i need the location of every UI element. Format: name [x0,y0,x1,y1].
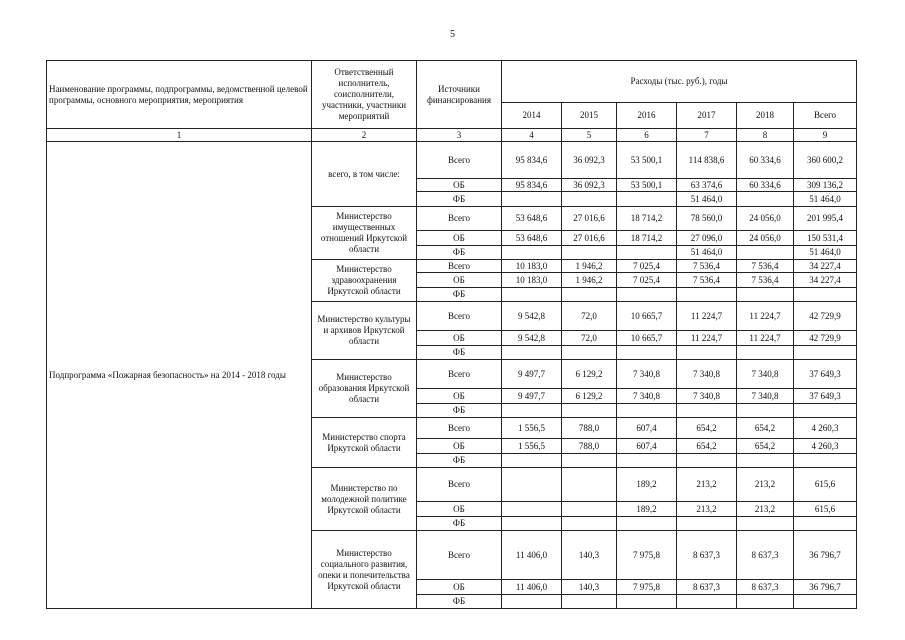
value-cell: 213,2 [677,502,737,517]
value-cell: 654,2 [677,418,737,439]
value-cell [562,246,617,260]
source-cell: ФБ [417,517,502,531]
value-cell [502,288,562,302]
value-cell: 1 556,5 [502,418,562,439]
value-cell: 7 340,8 [737,360,794,389]
value-cell: 95 834,6 [502,179,562,192]
source-cell: ОБ [417,179,502,192]
value-cell [617,517,677,531]
value-cell: 34 227,4 [794,273,857,288]
value-cell: 8 637,3 [677,531,737,580]
value-cell: 7 340,8 [677,389,737,404]
source-cell: Всего [417,142,502,179]
value-cell [502,454,562,468]
value-cell [562,468,617,502]
value-cell: 18 714,2 [617,207,677,231]
value-cell: 7 340,8 [677,360,737,389]
source-cell: ОБ [417,439,502,454]
value-cell: 63 374,6 [677,179,737,192]
value-cell [737,288,794,302]
expenses-column-header: Расходы (тыс. руб.), годы [502,61,857,103]
value-cell: 309 136,2 [794,179,857,192]
value-cell: 1 946,2 [562,260,617,273]
value-cell: 6 129,2 [562,360,617,389]
value-cell: 213,2 [677,468,737,502]
executor-column-header: Ответственный исполнитель, соисполнители, участники, участники мероприятий [312,61,417,129]
value-cell: 7 536,4 [737,273,794,288]
value-cell [562,192,617,207]
value-cell: 7 340,8 [737,389,794,404]
source-cell: ФБ [417,288,502,302]
value-cell: 53 500,1 [617,179,677,192]
column-number: 3 [417,129,502,142]
value-cell [677,517,737,531]
source-cell: ОБ [417,273,502,288]
value-cell: 60 334,6 [737,179,794,192]
value-cell: 1 556,5 [502,439,562,454]
value-cell: 8 637,3 [737,531,794,580]
column-number: 1 [47,129,312,142]
value-cell [562,454,617,468]
value-cell [562,595,617,609]
source-cell: ОБ [417,502,502,517]
value-cell: 11 406,0 [502,580,562,595]
value-cell: 9 497,7 [502,389,562,404]
page-number: 5 [450,29,455,40]
value-cell: 36 092,3 [562,179,617,192]
year-header: 2014 [502,103,562,129]
year-header: 2018 [737,103,794,129]
value-cell: 140,3 [562,580,617,595]
column-number: 2 [312,129,417,142]
column-number: 9 [794,129,857,142]
source-cell: ОБ [417,331,502,346]
column-number: 6 [617,129,677,142]
value-cell [737,246,794,260]
value-cell: 51 464,0 [677,246,737,260]
source-cell: Всего [417,207,502,231]
value-cell: 60 334,6 [737,142,794,179]
value-cell [794,454,857,468]
source-cell: Всего [417,360,502,389]
source-cell: ФБ [417,192,502,207]
value-cell: 189,2 [617,468,677,502]
column-number: 8 [737,129,794,142]
value-cell [737,192,794,207]
value-cell: 607,4 [617,418,677,439]
executor-cell: Министерство спорта Иркутской области [312,418,417,468]
value-cell: 7 340,8 [617,389,677,404]
value-cell: 10 183,0 [502,260,562,273]
value-cell: 11 224,7 [677,302,737,331]
value-cell [617,346,677,360]
value-cell: 24 056,0 [737,207,794,231]
value-cell: 51 464,0 [794,246,857,260]
value-cell [502,192,562,207]
program-name-cell: Подпрограмма «Пожарная безопасность» на 2014 - 2018 годы [47,142,312,609]
value-cell: 27 096,0 [677,231,737,246]
value-cell: 788,0 [562,439,617,454]
source-cell: ФБ [417,246,502,260]
value-cell: 72,0 [562,302,617,331]
value-cell: 10 183,0 [502,273,562,288]
value-cell [502,346,562,360]
value-cell [677,346,737,360]
value-cell: 9 542,8 [502,331,562,346]
value-cell: 7 975,8 [617,531,677,580]
value-cell [794,517,857,531]
value-cell: 37 649,3 [794,360,857,389]
value-cell: 654,2 [677,439,737,454]
source-cell: ОБ [417,231,502,246]
value-cell: 72,0 [562,331,617,346]
value-cell: 18 714,2 [617,231,677,246]
value-cell [794,404,857,418]
value-cell: 607,4 [617,439,677,454]
value-cell: 8 637,3 [677,580,737,595]
value-cell [562,404,617,418]
value-cell: 10 665,7 [617,302,677,331]
value-cell [562,346,617,360]
header-row [47,61,857,103]
value-cell: 6 129,2 [562,389,617,404]
value-cell [617,192,677,207]
source-cell: ФБ [417,346,502,360]
source-cell: Всего [417,260,502,273]
value-cell: 7 025,4 [617,273,677,288]
value-cell: 213,2 [737,468,794,502]
value-cell: 11 224,7 [737,331,794,346]
value-cell [502,595,562,609]
value-cell [502,502,562,517]
value-cell [502,404,562,418]
value-cell: 9 542,8 [502,302,562,331]
value-cell: 114 838,6 [677,142,737,179]
value-cell: 360 600,2 [794,142,857,179]
year-header: 2015 [562,103,617,129]
source-cell: ФБ [417,404,502,418]
value-cell [677,288,737,302]
value-cell: 7 536,4 [677,273,737,288]
value-cell [794,288,857,302]
value-cell: 788,0 [562,418,617,439]
value-cell [677,404,737,418]
value-cell: 10 665,7 [617,331,677,346]
value-cell [737,404,794,418]
value-cell: 7 536,4 [677,260,737,273]
value-cell: 34 227,4 [794,260,857,273]
value-cell: 7 975,8 [617,580,677,595]
value-cell [617,454,677,468]
value-cell: 78 560,0 [677,207,737,231]
executor-cell: Министерство имущественных отношений Иркутской области [312,207,417,260]
table-row [47,142,857,179]
value-cell: 27 016,6 [562,231,617,246]
value-cell: 51 464,0 [677,192,737,207]
value-cell: 140,3 [562,531,617,580]
source-cell: Всего [417,302,502,331]
source-cell: Всего [417,531,502,580]
value-cell [502,246,562,260]
value-cell [502,517,562,531]
value-cell: 7 536,4 [737,260,794,273]
value-cell: 51 464,0 [794,192,857,207]
executor-cell: Министерство по молодежной политике Иркутской области [312,468,417,531]
value-cell: 24 056,0 [737,231,794,246]
year-header: 2016 [617,103,677,129]
value-cell: 7 340,8 [617,360,677,389]
source-cell: ОБ [417,389,502,404]
value-cell: 53 500,1 [617,142,677,179]
value-cell: 95 834,6 [502,142,562,179]
column-number: 5 [562,129,617,142]
program-column-header: Наименование программы, подпрограммы, ведомственной целевой программы, основного мероприятия, мероприятия [47,61,312,129]
column-numbers-row [47,129,857,142]
value-cell: 150 531,4 [794,231,857,246]
value-cell: 53 648,6 [502,207,562,231]
source-cell: ФБ [417,595,502,609]
source-cell: Всего [417,418,502,439]
column-number: 4 [502,129,562,142]
value-cell: 27 016,6 [562,207,617,231]
source-column-header: Источники финансирования [417,61,502,129]
total-header: Всего [794,103,857,129]
expenses-table [46,60,857,609]
value-cell: 36 092,3 [562,142,617,179]
executor-cell: Министерство образования Иркутской области [312,360,417,418]
value-cell [617,404,677,418]
value-cell [617,246,677,260]
value-cell: 654,2 [737,418,794,439]
value-cell: 201 995,4 [794,207,857,231]
value-cell [562,502,617,517]
value-cell: 7 025,4 [617,260,677,273]
value-cell: 8 637,3 [737,580,794,595]
value-cell: 615,6 [794,468,857,502]
value-cell [502,468,562,502]
value-cell [562,517,617,531]
executor-cell: Министерство социального развития, опеки и попечительства Иркутской области [312,531,417,609]
value-cell: 11 224,7 [737,302,794,331]
value-cell: 9 497,7 [502,360,562,389]
value-cell [737,454,794,468]
value-cell: 53 648,6 [502,231,562,246]
source-cell: Всего [417,468,502,502]
value-cell: 4 260,3 [794,439,857,454]
value-cell [794,346,857,360]
value-cell: 4 260,3 [794,418,857,439]
value-cell: 37 649,3 [794,389,857,404]
source-cell: ФБ [417,454,502,468]
value-cell [617,288,677,302]
value-cell: 213,2 [737,502,794,517]
value-cell [737,517,794,531]
value-cell: 11 224,7 [677,331,737,346]
table-body [47,61,857,609]
executor-cell: Министерство здравоохранения Иркутской области [312,260,417,302]
value-cell: 1 946,2 [562,273,617,288]
value-cell: 615,6 [794,502,857,517]
value-cell: 42 729,9 [794,302,857,331]
value-cell: 36 796,7 [794,531,857,580]
value-cell [737,595,794,609]
value-cell [794,595,857,609]
value-cell [617,595,677,609]
value-cell: 654,2 [737,439,794,454]
value-cell [677,595,737,609]
value-cell [737,346,794,360]
value-cell: 189,2 [617,502,677,517]
value-cell [562,288,617,302]
column-number: 7 [677,129,737,142]
value-cell: 42 729,9 [794,331,857,346]
executor-cell: всего, в том числе: [312,142,417,207]
year-header: 2017 [677,103,737,129]
source-cell: ОБ [417,580,502,595]
value-cell: 36 796,7 [794,580,857,595]
value-cell: 11 406,0 [502,531,562,580]
executor-cell: Министерство культуры и архивов Иркутской области [312,302,417,360]
value-cell [677,454,737,468]
